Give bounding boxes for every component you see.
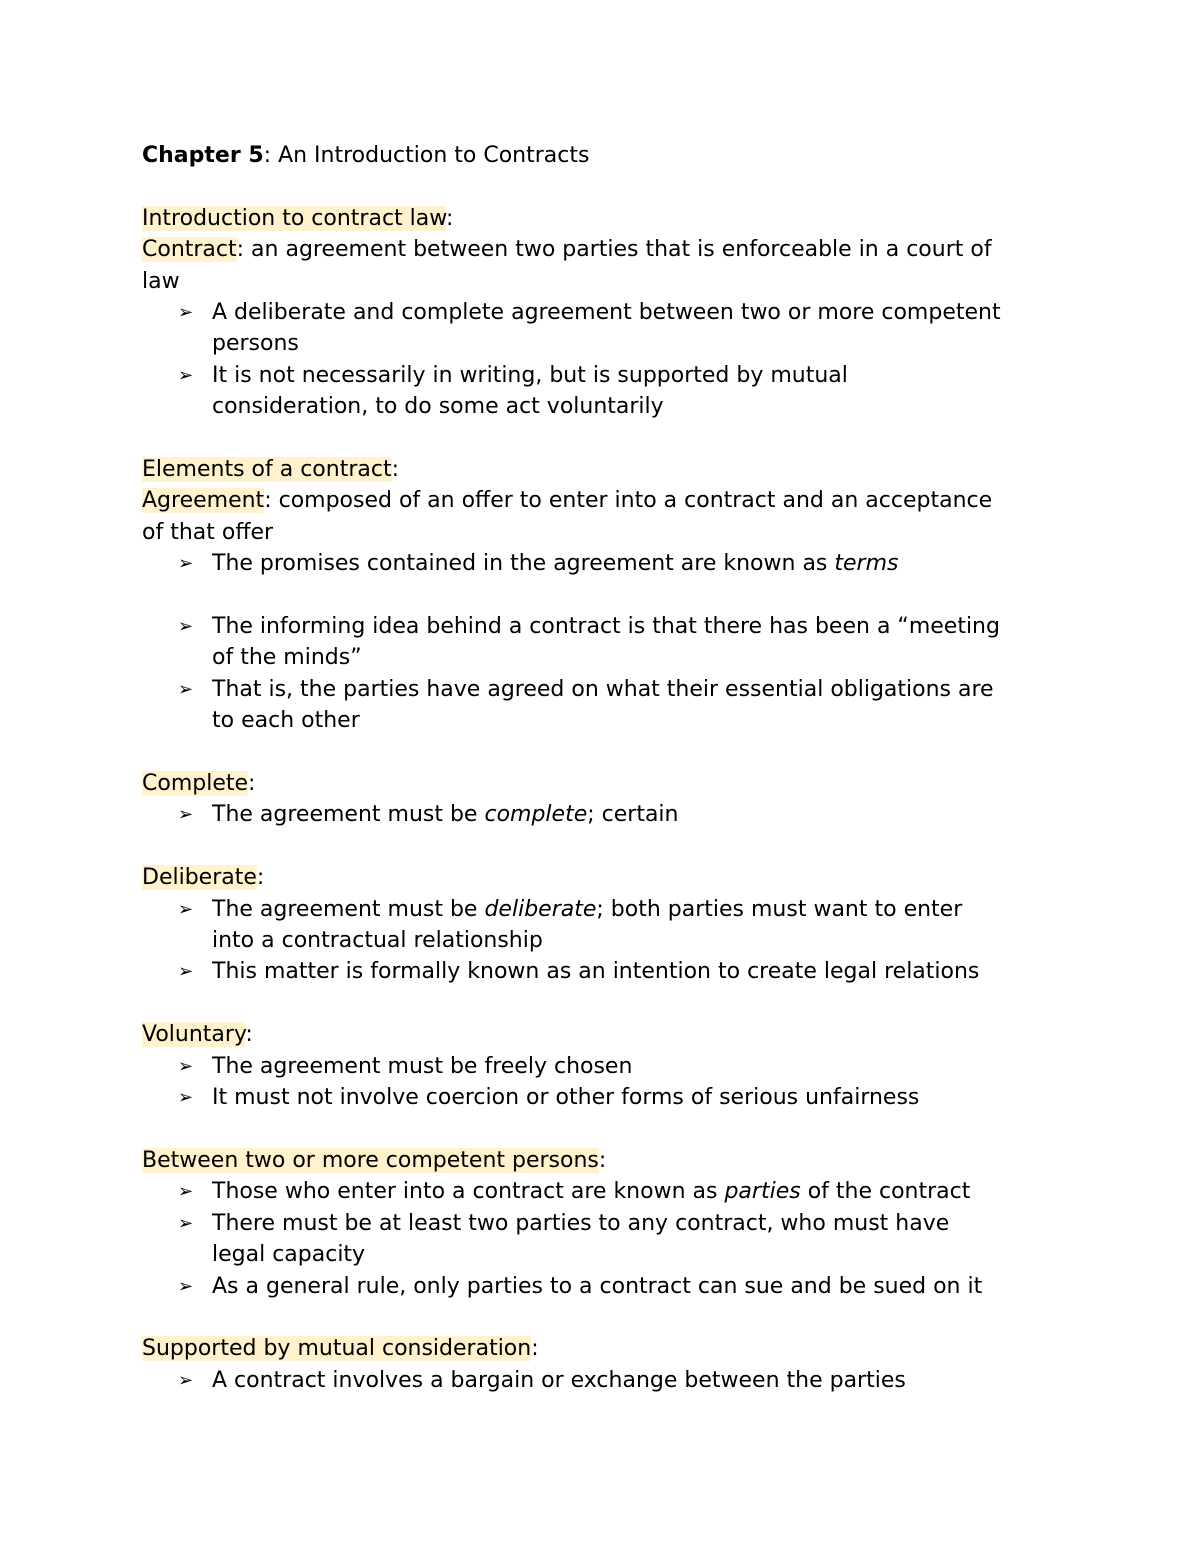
bullet-text: persons [212, 331, 299, 357]
chapter-number: Chapter 5 [142, 143, 264, 168]
section-heading-deliberate [142, 862, 1062, 893]
arrow-bullet-icon: ➢ [178, 804, 194, 826]
bullet-text: It is not necessarily in writing, but is supported by mutual [212, 362, 848, 388]
arrow-bullet-icon: ➢ [178, 961, 194, 983]
arrow-bullet-icon: ➢ [178, 302, 194, 324]
list-item [142, 799, 1062, 830]
bullet-text: consideration, to do some act voluntarily [212, 394, 664, 420]
title-separator: : [263, 143, 279, 168]
bullet-list-introduction [142, 297, 1062, 423]
chapter-title [142, 140, 1062, 171]
bullet-text: It must not involve coercion or other forms of serious unfairness [212, 1085, 920, 1111]
bullet-text: A contract involves a bargain or exchange between the parties [212, 1367, 906, 1393]
bullet-list-consideration [142, 1365, 1062, 1396]
list-item [142, 956, 1062, 987]
section-heading-voluntary [142, 1019, 1062, 1050]
list-item [142, 1271, 1062, 1302]
arrow-bullet-icon: ➢ [178, 1055, 194, 1077]
bullet-text: to each other [212, 708, 360, 734]
bullet-list-elements-a [142, 548, 1062, 579]
arrow-bullet-icon: ➢ [178, 1275, 194, 1297]
italic-term: deliberate [484, 896, 597, 922]
highlighted-heading: Deliberate [142, 865, 257, 891]
list-item [142, 297, 1062, 360]
bullet-list-competent [142, 1176, 1062, 1302]
bullet-text: The agreement must be [212, 802, 485, 828]
section-heading-complete [142, 768, 1062, 799]
bullet-text: This matter is formally known as an intention to create legal relations [212, 959, 980, 985]
list-item [142, 1176, 1062, 1207]
bullet-text: That is, the parties have agreed on what their essential obligations are [212, 676, 994, 702]
italic-term: complete [484, 802, 588, 828]
arrow-bullet-icon: ➢ [178, 898, 194, 920]
bullet-text: of the contract [800, 1179, 971, 1205]
bullet-text: There must be at least two parties to any contract, who must have [212, 1210, 950, 1236]
bullet-list-complete [142, 799, 1062, 830]
colon: : [598, 1147, 607, 1173]
bullet-list-elements-b [142, 611, 1062, 737]
definition-contract [142, 234, 1062, 265]
italic-term: terms [834, 551, 899, 577]
bullet-text: A deliberate and complete agreement between two or more competent [212, 300, 1001, 326]
definition-contract-cont: law [142, 268, 180, 294]
arrow-bullet-icon: ➢ [178, 678, 194, 700]
list-item [142, 674, 1062, 737]
list-item [142, 1208, 1062, 1271]
definition-agreement-cont: of that offer [142, 519, 274, 545]
bullet-text: into a contractual relationship [212, 928, 543, 954]
bullet-list-voluntary [142, 1051, 1062, 1114]
list-item [142, 360, 1062, 423]
highlighted-term: Contract [142, 237, 237, 263]
list-item [142, 1082, 1062, 1113]
colon: : [248, 771, 256, 797]
bullet-text: legal capacity [212, 1242, 366, 1268]
colon: : [531, 1336, 539, 1362]
colon: : [391, 457, 400, 483]
list-item [142, 1365, 1062, 1396]
bullet-text: Those who enter into a contract are known as [212, 1179, 725, 1205]
bullet-text: The promises contained in the agreement are known as [212, 551, 835, 577]
definition-agreement [142, 485, 1062, 516]
arrow-bullet-icon: ➢ [178, 364, 194, 386]
arrow-bullet-icon: ➢ [178, 553, 194, 575]
arrow-bullet-icon: ➢ [178, 616, 194, 638]
bullet-text: The informing idea behind a contract is that there has been a “meeting [212, 614, 1000, 640]
bullet-text: of the minds” [212, 645, 362, 671]
highlighted-heading: Between two or more competent persons [142, 1147, 599, 1173]
bullet-text: The agreement must be freely chosen [212, 1053, 633, 1079]
list-item [142, 1051, 1062, 1082]
bullet-text: The agreement must be [212, 896, 485, 922]
list-item [142, 894, 1062, 957]
highlighted-heading: Introduction to contract law [142, 205, 447, 231]
highlighted-heading: Supported by mutual consideration [142, 1336, 532, 1362]
section-heading-consideration [142, 1333, 1062, 1364]
highlighted-heading: Elements of a contract [142, 457, 392, 483]
arrow-bullet-icon: ➢ [178, 1212, 194, 1234]
highlighted-term: Agreement [142, 488, 265, 514]
arrow-bullet-icon: ➢ [178, 1369, 194, 1391]
bullet-text: ; certain [587, 802, 679, 828]
definition-text: : composed of an offer to enter into a contract and an acceptance [264, 488, 993, 514]
arrow-bullet-icon: ➢ [178, 1087, 194, 1109]
colon: : [245, 1022, 253, 1048]
bullet-list-deliberate [142, 894, 1062, 988]
italic-term: parties [724, 1179, 801, 1205]
highlighted-heading: Voluntary [142, 1022, 246, 1048]
section-heading-competent-persons [142, 1145, 1062, 1176]
chapter-name: An Introduction to Contracts [278, 143, 590, 168]
list-item [142, 611, 1062, 674]
list-item [142, 548, 1062, 579]
section-heading-introduction [142, 203, 1062, 234]
bullet-text: ; both parties must want to enter [596, 896, 963, 922]
arrow-bullet-icon: ➢ [178, 1181, 194, 1203]
colon: : [446, 205, 454, 231]
highlighted-heading: Complete [142, 771, 249, 797]
definition-text: : an agreement between two parties that is enforceable in a court of [236, 237, 992, 263]
bullet-text: As a general rule, only parties to a contract can sue and be sued on it [212, 1273, 983, 1299]
section-heading-elements [142, 454, 1062, 485]
colon: : [256, 865, 265, 891]
